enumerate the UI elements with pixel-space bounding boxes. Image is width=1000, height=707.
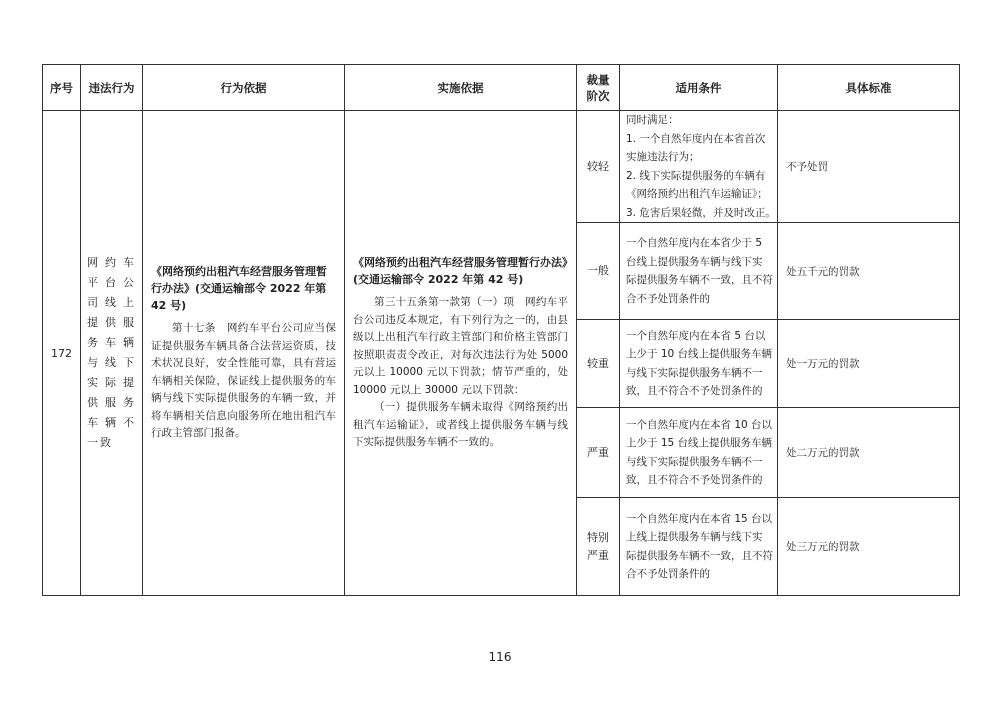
implement-basis-cell [345, 111, 577, 596]
level-cell [577, 320, 620, 408]
violation-cell [81, 111, 143, 596]
level-label: 一般 [587, 264, 609, 277]
level-label: 较轻 [587, 159, 609, 173]
standard-cell: 处三万元的罚款 [778, 498, 960, 596]
condition-line: 同时满足： [626, 114, 679, 126]
condition-line: 合不予处罚条件的 [626, 292, 710, 305]
condition-line: 2. 线下实际提供服务的车辆有 [626, 169, 766, 182]
condition-cell [620, 498, 778, 596]
condition-cell [620, 111, 778, 223]
level-cell [577, 408, 620, 498]
condition-line: 实施违法行为； [626, 151, 700, 163]
condition-cell [620, 320, 778, 408]
condition-line: 一个自然年度内在本省少于 5 [626, 237, 763, 249]
standard-cell: 不予处罚 [778, 111, 960, 223]
header-discretion-level [577, 65, 620, 111]
header-number: 序号 [43, 65, 81, 111]
implement-basis-title: 《网络预约出租汽车经营服务管理暂行办法》(交通运输部令 2022 年第 42 号) [353, 256, 568, 287]
header-implement-basis: 实施依据 [345, 65, 577, 111]
row-number: 172 [43, 111, 81, 596]
table-row [43, 111, 960, 223]
condition-line: 上线上提供服务车辆与线下实 [626, 531, 763, 543]
condition-line: 台线上提供服务车辆与线下实 [626, 255, 763, 268]
header-behavior-basis: 行为依据 [143, 65, 345, 111]
implement-basis-text: 第三十五条第一款第（一）项 网约车平台公司违反本规定，有下列行为之一的，由县级以上出租汽车行政主管部门和价格主管部门按照职责责令改正，对每次违法行为处 5000 元以上 10000 元以下罚款；情节严重的，处 10000 元以上 30000 元以下罚款： [353, 296, 568, 396]
penalty-table [42, 64, 960, 596]
condition-line: 际提供服务车辆不一致，且不符 [626, 549, 773, 562]
behavior-basis-text: 第十七条 网约车平台公司应当保证提供服务车辆具备合法营运资质，技术状况良好，安全性能可靠，具有营运车辆相关保险，保证线上提供服务的车辆与线下实际提供服务的车辆一致，并将车辆相关信息向服务所在地出租汽车行政主管部门报备。 [151, 322, 336, 440]
level-label: 严重 [587, 445, 609, 459]
condition-line: 与线下实际提供服务车辆不一 [626, 366, 763, 379]
condition-line: 致，且不符合不予处罚条件的 [626, 474, 763, 486]
condition-line: 上少于 10 台线上提供服务车辆 [626, 348, 773, 360]
level-label: 较重 [587, 356, 609, 370]
header-level-line: 阶次 [586, 88, 610, 103]
condition-line: 际提供服务车辆不一致，且不符 [626, 274, 773, 286]
condition-line: 上少于 15 台线上提供服务车辆 [626, 437, 773, 449]
condition-cell [620, 408, 778, 498]
violation-text: 网约车平台公司线上提供服务车辆与线下实际提供服务车辆不一致 [87, 256, 136, 449]
header-row [43, 65, 960, 111]
condition-line: 《网络预约出租汽车运输证》； [626, 188, 768, 200]
condition-cell [620, 223, 778, 320]
behavior-basis-title: 《网络预约出租汽车经营服务管理暂行办法》(交通运输部令 2022 年第 42 号) [151, 265, 327, 313]
condition-line: 与线下实际提供服务车辆不一 [626, 455, 763, 468]
behavior-basis-cell [143, 111, 345, 596]
standard-cell: 处五千元的罚款 [778, 223, 960, 320]
level-cell [577, 498, 620, 596]
standard-cell: 处一万元的罚款 [778, 320, 960, 408]
header-violation: 违法行为 [81, 65, 143, 111]
header-condition: 适用条件 [620, 65, 778, 111]
condition-line: 一个自然年度内在本省 10 台以 [626, 418, 773, 431]
condition-line: 一个自然年度内在本省 5 台以 [626, 329, 766, 342]
header-standard: 具体标准 [778, 65, 960, 111]
condition-line: 1. 一个自然年度内在本省首次 [626, 132, 766, 145]
level-label: 严重 [587, 548, 609, 562]
condition-line: 致，且不符合不予处罚条件的 [626, 385, 763, 397]
level-label: 特别 [587, 530, 609, 544]
condition-line: 一个自然年度内在本省 15 台以 [626, 512, 773, 525]
level-cell [577, 111, 620, 223]
condition-line: 3. 危害后果轻微，并及时改正。 [626, 206, 776, 219]
level-cell [577, 223, 620, 320]
header-level-line: 裁量 [586, 72, 610, 87]
standard-cell: 处二万元的罚款 [778, 408, 960, 498]
implement-basis-item: （一）提供服务车辆未取得《网络预约出租汽车运输证》，或者线上提供服务车辆与线下实际提供服务车辆不一致的。 [353, 401, 568, 449]
page-number: 116 [488, 650, 512, 664]
condition-line: 合不予处罚条件的 [626, 568, 710, 580]
